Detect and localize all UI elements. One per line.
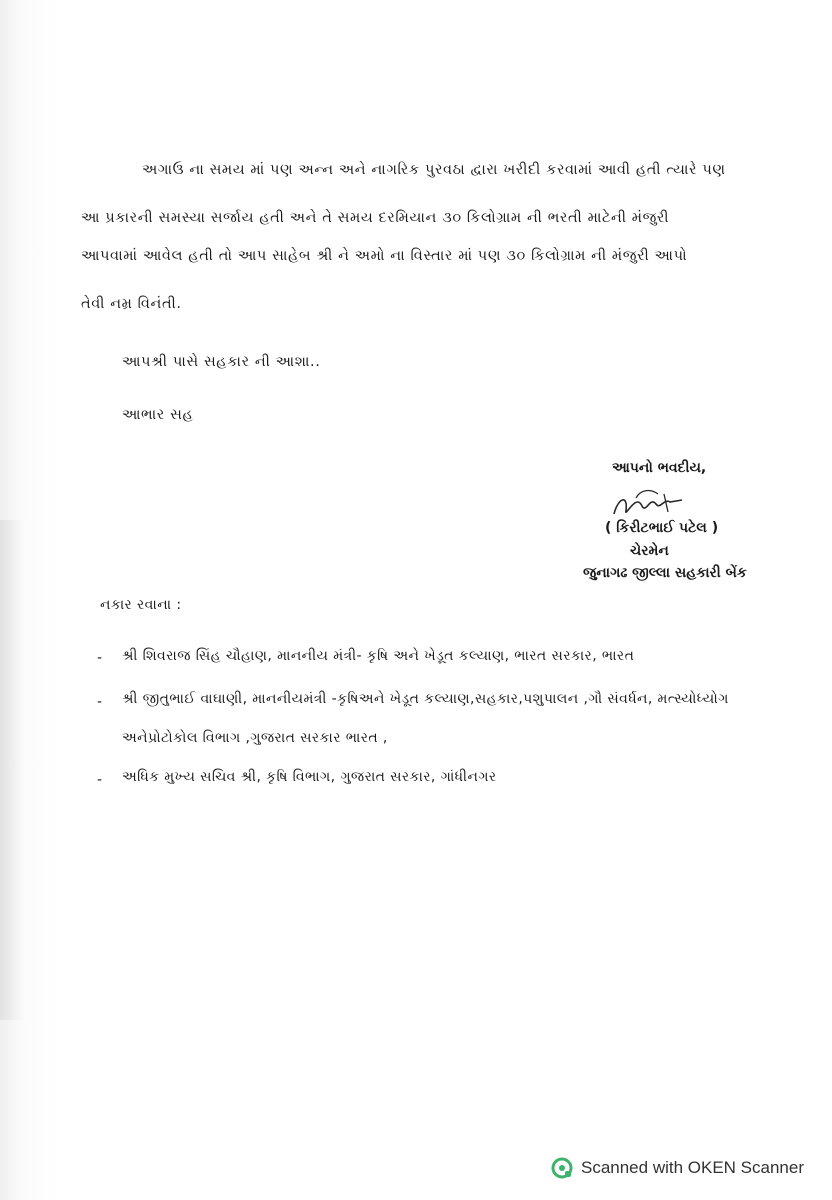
signatory-designation: ચેરમેન	[630, 543, 669, 559]
paragraph-line-2: આ પ્રકારની સમસ્યા સર્જાય હતી અને તે સમય દરમિયાન ૩૦ કિલોગ્રામ ની ભરતી માટેની મંજુરી	[81, 210, 670, 226]
closing-salutation: આપનો ભવદીય,	[612, 460, 707, 476]
signatory-name: ( કિરીટભાઈ પટેલ )	[605, 520, 719, 536]
copy-to-dash-2: -	[97, 694, 103, 710]
page-edge-shadow	[0, 520, 26, 1020]
paragraph-line-3: આપવામાં આવેલ હતી તો આપ સાહેબ શ્રી ને અમો ના વિસ્તાર માં પણ ૩૦ કિલોગ્રામ ની મંજુરી આપો	[81, 248, 688, 264]
copy-to-heading: નકાર રવાના :	[100, 597, 182, 613]
copy-to-dash-3: -	[97, 772, 103, 788]
hope-line: આપશ્રી પાસે સહકાર ની આશા..	[122, 354, 321, 370]
signatory-organization: જુનાગઢ જીલ્લા સહકારી બેંક	[583, 565, 747, 581]
paragraph-line-4: તેવી નમ્ર વિનંતી.	[81, 296, 182, 312]
copy-to-item-1: શ્રી શિવરાજ સિંહ ચૌહાણ, માનનીય મંત્રી- કૃષિ અને ખેડૂત કલ્યાણ, ભારત સરકાર, ભારત	[122, 648, 635, 664]
copy-to-item-3: અધિક મુખ્ય સચિવ શ્રી, કૃષિ વિભાગ, ગુજરાત સરકાર, ગાંધીનગર	[122, 769, 497, 785]
copy-to-item-2-line-1: શ્રી જીતુભાઈ વાઘાણી, માનનીયમંત્રી -કૃષિઅને ખેડૂત કલ્યાણ,સહકાર,પશુપાલન ,ગૌ સંવર્ધન, મત્સ્યોધ્યોગ	[122, 691, 729, 707]
thanks-line: આભાર સહ	[122, 407, 194, 423]
scanner-text: Scanned with OKEN Scanner	[580, 1158, 804, 1177]
copy-to-dash-1: -	[97, 650, 103, 666]
copy-to-item-2-line-2: અનેપ્રોટોકોલ વિભાગ ,ગુજરાત સરકાર ભારત ,	[122, 730, 388, 746]
scanner-footer	[551, 1154, 804, 1182]
paragraph-line-1: અગાઉ ના સમય માં પણ અન્ન અને નાગરિક પુરવઠા દ્વારા ખરીદી કરવામાં આવી હતી ત્યારે પણ	[142, 162, 726, 178]
oken-logo-icon	[551, 1157, 573, 1179]
